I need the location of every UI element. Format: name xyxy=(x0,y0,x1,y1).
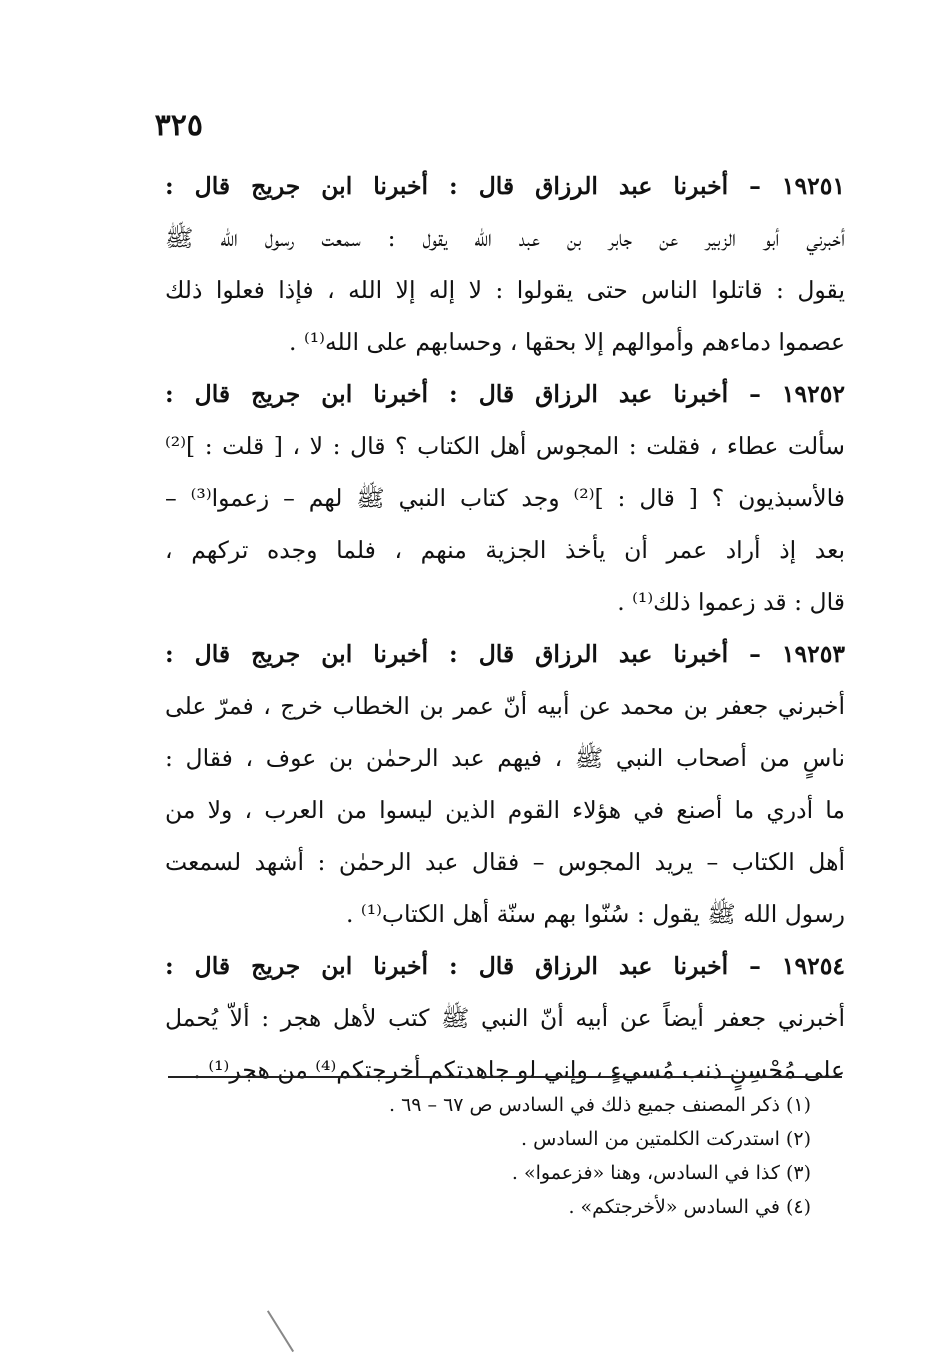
footnote-2: (٢) استدركت الكلمتين من السادس . xyxy=(521,1128,811,1150)
hadith-19253 xyxy=(165,628,845,940)
hadith-line: يقول : قاتلوا الناس حتى يقولوا : لا إله إلا الله ، فإذا فعلوا ذلك xyxy=(165,276,845,304)
hadith-line: فالأسبذيون ؟ [ قال : ]⁽²⁾ وجد كتاب النبي ﷺ لهم – زعموا⁽³⁾ – xyxy=(165,484,845,512)
footnote-1: (١) ذكر المصنف جميع ذلك في السادس ص ٦٧ – ٦٩ . xyxy=(388,1094,811,1116)
hadith-line: ١٩٢٥٢ – أخبرنا عبد الرزاق قال : أخبرنا ابن جريج قال : xyxy=(165,380,845,408)
hadith-line: أخبرني جعفر أيضاً عن أبيه أنّ النبي ﷺ كتب لأهل هجر : ألاّ يُحمل xyxy=(165,1004,845,1032)
page-number: ٣٢٥ xyxy=(154,108,203,143)
footnote-divider xyxy=(168,1076,842,1078)
footnotes xyxy=(251,1088,811,1224)
hadith-19252 xyxy=(165,368,845,628)
footnote-4: (٤) في السادس «لأخرجتكم» . xyxy=(568,1196,811,1218)
footnote-3: (٣) كذا في السادس، وهنا «فزعموا» . xyxy=(511,1162,811,1184)
hadith-line: ناسٍ من أصحاب النبي ﷺ ، فيهم عبد الرحمٰن بن عوف ، فقال : xyxy=(165,744,845,772)
hadith-line: قال : قد زعموا ذلك⁽¹⁾ . xyxy=(617,588,845,616)
hadith-line: بعد إذ أراد عمر أن يأخذ الجزية منهم ، فلما وجده تركهم ، xyxy=(165,536,845,564)
hadith-line: ما أدري ما أصنع في هؤلاء القوم الذين ليسوا من العرب ، ولا من xyxy=(165,796,845,824)
hadith-line: أخبرني أبو الزبير عن جابر بن عبد الله يقول : سمعت رسول الله ﷺ xyxy=(165,224,845,252)
hadith-19251 xyxy=(165,160,845,368)
hadith-line: ١٩٢٥٣ – أخبرنا عبد الرزاق قال : أخبرنا ابن جريج قال : xyxy=(165,640,845,668)
hadith-line: على مُحْسِنٍ ذنب مُسيءٍ ، وإني لو جاهدتكم أخرجتكم⁽⁴⁾ من هجر⁽¹⁾ . xyxy=(193,1056,845,1084)
hadith-line: ١٩٢٥٤ – أخبرنا عبد الرزاق قال : أخبرنا ابن جريج قال : xyxy=(165,952,845,980)
hadith-line: سألت عطاء ، فقلت : المجوس أهل الكتاب ؟ قال : لا ، [ قلت : ]⁽²⁾ xyxy=(165,432,845,460)
scan-artifact-line xyxy=(267,1310,294,1352)
hadith-line: أخبرني جعفر بن محمد عن أبيه أنّ عمر بن الخطاب خرج ، فمرّ على xyxy=(165,692,845,720)
hadith-line: ١٩٢٥١ – أخبرنا عبد الرزاق قال : أخبرنا ابن جريج قال : xyxy=(165,172,845,200)
hadith-line: رسول الله ﷺ يقول : سُنّوا بهم سنّة أهل الكتاب⁽¹⁾ . xyxy=(345,900,845,928)
hadith-19254 xyxy=(165,940,845,1096)
hadith-line: أهل الكتاب – يريد المجوس – فقال عبد الرحمٰن : أشهد لسمعت xyxy=(165,848,845,876)
hadith-line: عصموا دماءهم وأموالهم إلا بحقها ، وحسابهم على الله⁽¹⁾ . xyxy=(289,328,845,356)
